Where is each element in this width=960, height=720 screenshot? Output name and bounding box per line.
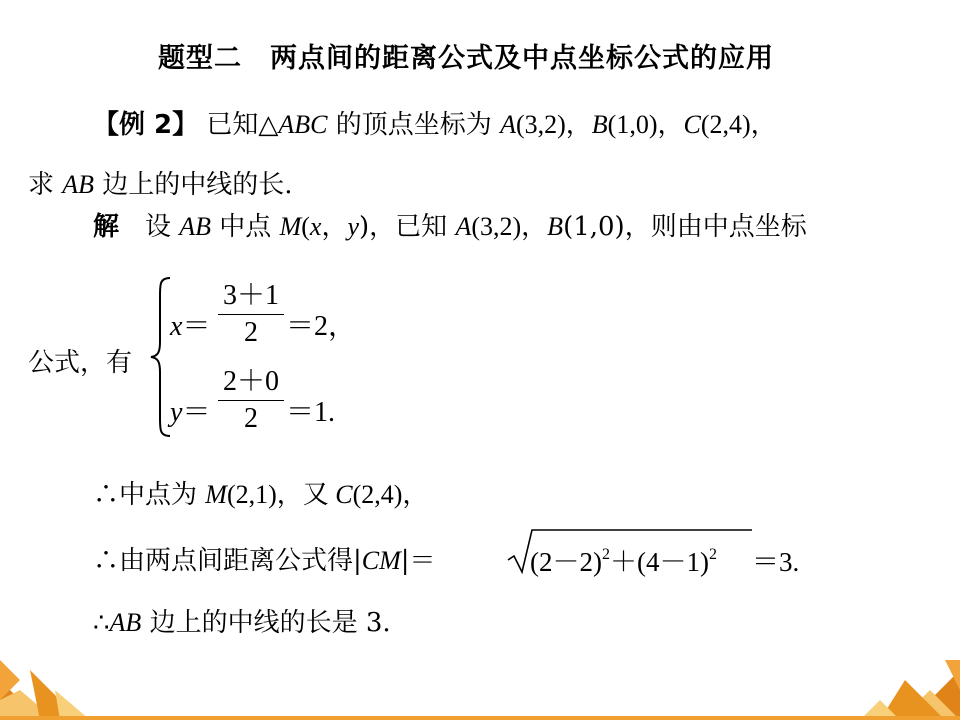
eq2-eq: ＝ xyxy=(182,397,211,428)
point-a: A xyxy=(500,110,516,139)
conclusion-1-m: M xyxy=(205,480,227,509)
radicand-exp-2: 2 xyxy=(708,546,717,563)
eq2-numerator: 2＋0 xyxy=(222,366,279,397)
example-line-2 xyxy=(28,164,293,201)
solution-a-coord: (3,2)， xyxy=(471,212,548,241)
eq1-fraction xyxy=(218,280,284,349)
eq1-lhs xyxy=(170,304,210,344)
bottom-line xyxy=(0,716,960,720)
example-text-a: 已知△ xyxy=(206,110,279,140)
right-triangles-icon xyxy=(860,660,960,720)
radicand-term-2: ＋(4－1) xyxy=(609,547,709,577)
page-title: 题型二 两点间的距离公式及中点坐标公式的应用 xyxy=(158,43,774,74)
conclusion-3-ab: AB xyxy=(109,608,142,637)
conclusion-1-c-coord: (2,4)， xyxy=(352,480,429,509)
formula-lead: 公式，有 xyxy=(28,348,133,378)
solution-label: 解 xyxy=(93,212,120,242)
eq1-numerator: 3＋1 xyxy=(222,280,279,311)
solution-s1-b: 中点 xyxy=(211,212,280,242)
conclusion-1-b: (2,1)，又 xyxy=(226,480,336,509)
radicand-term-1: (2－2) xyxy=(530,547,602,577)
conclusion-2-a: ∴由两点间距离公式得| xyxy=(93,546,362,576)
conclusion-3 xyxy=(93,602,391,639)
midpoint-m: M xyxy=(279,212,302,241)
eq1-fraction-bar xyxy=(218,314,284,315)
conclusion-2-cm: CM xyxy=(361,546,401,575)
paren-open: ( xyxy=(301,212,310,241)
bottom-decoration xyxy=(0,660,960,720)
solution-b-coord: (1,0)，则由中点坐标 xyxy=(563,212,807,242)
example-line2-b: 边上的中线的长. xyxy=(94,170,293,200)
distance-result: ＝3. xyxy=(752,547,800,577)
solution-line-1 xyxy=(93,206,807,243)
solution-point-a: A xyxy=(455,212,472,241)
eq1-denominator: 2 xyxy=(244,317,258,348)
radicand xyxy=(530,540,717,579)
conclusion-2-b: |＝ xyxy=(400,546,436,576)
radicand-exp-1: 2 xyxy=(601,546,610,563)
point-a-coord: (3,2)， xyxy=(515,110,592,139)
triangle-abc: ABC xyxy=(278,110,328,139)
conclusion-1 xyxy=(93,474,428,511)
solution-ab: AB xyxy=(179,212,212,241)
eq2-result: ＝1. xyxy=(286,397,336,428)
var-y: y xyxy=(347,212,360,241)
point-c: C xyxy=(683,110,701,139)
example-line-1 xyxy=(93,104,777,141)
segment-ab: AB xyxy=(62,170,95,199)
brace-icon xyxy=(148,276,172,438)
left-triangles-icon xyxy=(0,660,90,720)
point-b: B xyxy=(591,110,608,139)
eq2-denominator: 2 xyxy=(244,403,258,434)
solution-s1: 设 xyxy=(145,212,180,242)
example-line2-a: 求 xyxy=(28,170,63,200)
eq1-result: ＝2， xyxy=(286,311,357,342)
example-text-b: 的顶点坐标为 xyxy=(327,110,501,140)
point-c-coord: (2,4)， xyxy=(700,110,777,139)
eq2-lhs xyxy=(170,390,210,430)
comma: ， xyxy=(321,212,348,242)
example-label: 【例 2】 xyxy=(93,110,199,140)
eq1-eq: ＝ xyxy=(182,311,211,342)
point-b-coord: (1,0)， xyxy=(607,110,684,139)
eq2-var: y xyxy=(170,397,183,428)
eq1-var: x xyxy=(170,311,183,342)
solution-point-b: B xyxy=(547,212,564,241)
conclusion-1-c: C xyxy=(335,480,353,509)
conclusion-1-a: ∴中点为 xyxy=(93,480,206,510)
solution-s1-c: )，已知 xyxy=(359,212,456,242)
eq2-fraction xyxy=(218,366,284,435)
conclusion-3-a: ∴ xyxy=(93,608,110,638)
conclusion-2 xyxy=(93,540,436,577)
eq2-fraction-bar xyxy=(218,400,284,401)
var-x: x xyxy=(309,212,322,241)
conclusion-3-b: 边上的中线的长是 3. xyxy=(141,608,391,638)
